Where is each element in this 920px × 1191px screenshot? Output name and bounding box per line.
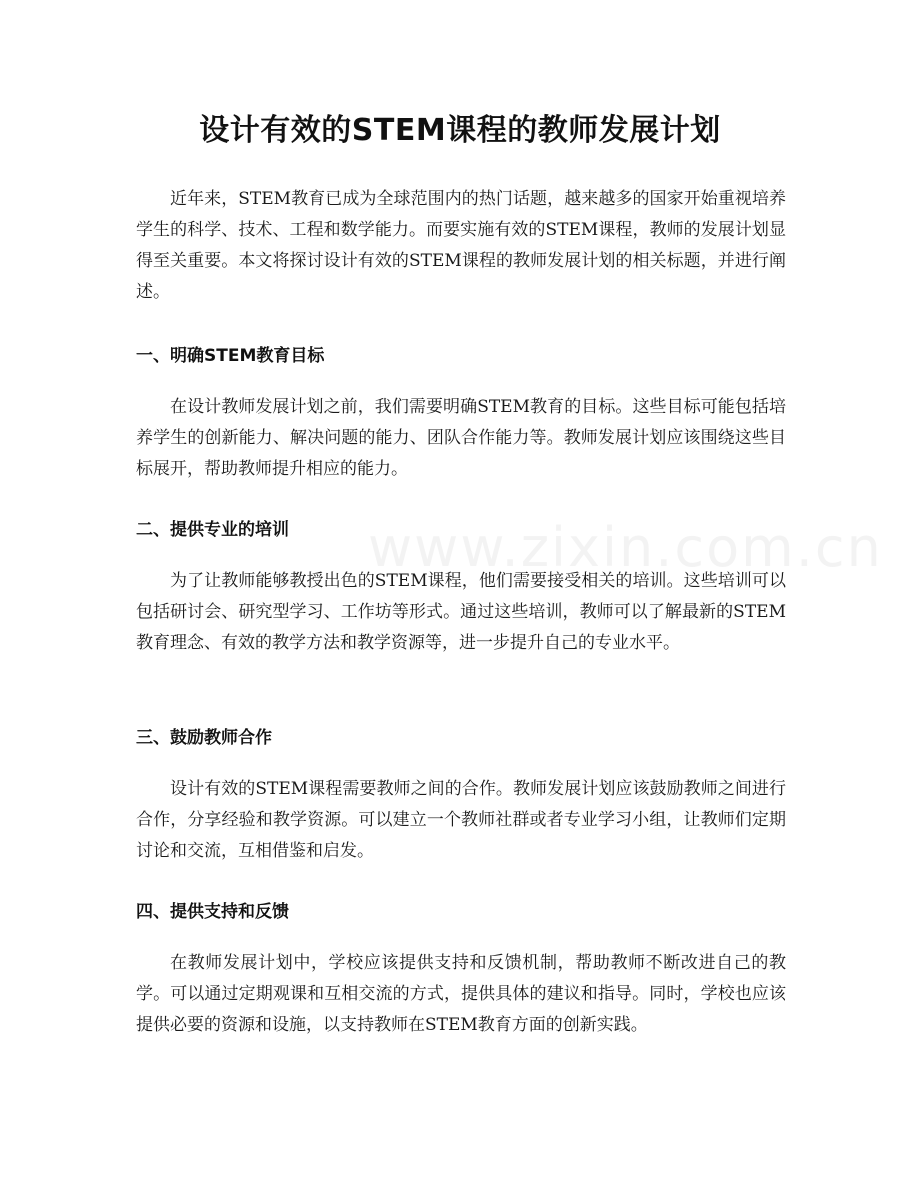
section-body-2: 为了让教师能够教授出色的STEM课程，他们需要接受相关的培训。这些培训可以包括研讨会、研究型学习、工作坊等形式。通过这些培训，教师可以了解最新的STEM教育理念、有效的教学方法和教学资源等，进一步提升自己的专业水平。 [136,571,786,653]
section-heading-1: 一、明确STEM教育目标 [136,346,325,366]
section-heading-2: 二、提供专业的培训 [136,520,289,540]
section-heading-3: 三、鼓励教师合作 [136,728,272,748]
page-title: 设计有效的STEM课程的教师发展计划 [199,113,721,148]
intro-paragraph: 近年来，STEM教育已成为全球范围内的热门话题，越来越多的国家开始重视培养学生的科学、技术、工程和数学能力。而要实施有效的STEM课程，教师的发展计划显得至关重要。本文将探讨设计有效的STEM课程的教师发展计划的相关标题，并进行阐述。 [136,189,786,302]
section-heading-4: 四、提供支持和反馈 [136,902,289,922]
watermark: www.zixin.com.cn [368,516,883,579]
section-body-1: 在设计教师发展计划之前，我们需要明确STEM教育的目标。这些目标可能包括培养学生的创新能力、解决问题的能力、团队合作能力等。教师发展计划应该围绕这些目标展开，帮助教师提升相应的能力。 [136,397,786,479]
section-body-4: 在教师发展计划中，学校应该提供支持和反馈机制，帮助教师不断改进自己的教学。可以通过定期观课和互相交流的方式，提供具体的建议和指导。同时，学校也应该提供必要的资源和设施，以支持教师在STEM教育方面的创新实践。 [136,953,786,1035]
section-body-3: 设计有效的STEM课程需要教师之间的合作。教师发展计划应该鼓励教师之间进行合作，分享经验和教学资源。可以建立一个教师社群或者专业学习小组，让教师们定期讨论和交流，互相借鉴和启发。 [136,779,786,861]
